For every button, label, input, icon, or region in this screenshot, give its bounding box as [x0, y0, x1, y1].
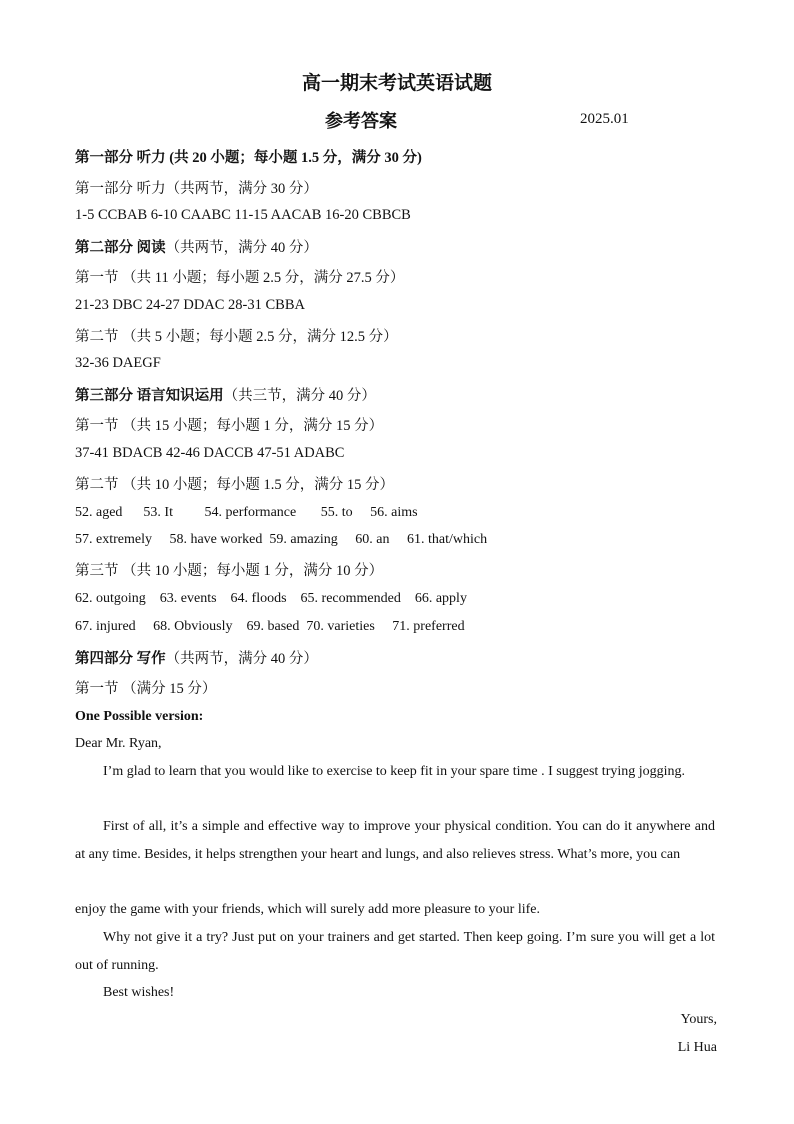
line-text: 第一部分 听力（共两节，满分 30 分）	[75, 181, 318, 197]
letter-paragraph-1: I’m glad to learn that you would like to exercise to keep fit in your spare time . I suggest trying jogging.	[103, 764, 686, 779]
document-date: 2025.01	[580, 111, 629, 127]
line-text: 52. aged 53. It 54. performance 55. to 56. aims	[75, 505, 418, 520]
line-text: 1-5 CCBAB 6-10 CAABC 11-15 AACAB 16-20 CBBCB	[75, 207, 411, 223]
line-text: 32-36 DAEGF	[75, 355, 161, 371]
answer-line	[75, 647, 318, 668]
line-text: （共三节，满分 40 分）	[223, 388, 376, 404]
answer-line	[75, 297, 305, 314]
answer-line	[75, 532, 487, 548]
line-text: （共两节，满分 40 分）	[165, 240, 318, 256]
line-bold: 第二部分 阅读	[75, 240, 166, 256]
line-text: 第一节 （共 11 小题；每小题 2.5 分，满分 27.5 分）	[75, 270, 405, 286]
answer-line	[75, 384, 376, 405]
answer-line	[75, 473, 394, 494]
line-text: 37-41 BDACB 42-46 DACCB 47-51 ADABC	[75, 445, 345, 461]
letter-closing: Yours,	[680, 1012, 717, 1027]
line-text: 67. injured 68. Obviously 69. based 70. varieties 71. preferred	[75, 619, 465, 634]
line-text: 第二节 （共 10 小题；每小题 1.5 分，满分 15 分）	[75, 477, 394, 493]
line-text: 第一节 （满分 15 分）	[75, 681, 217, 697]
line-bold: 第一部分 听力 (共 20 小题；每小题 1.5 分，满分 30 分)	[75, 150, 422, 166]
line-text: 第二节 （共 5 小题；每小题 2.5 分，满分 12.5 分）	[75, 329, 398, 345]
letter-paragraph-2: First of all, it’s a simple and effective way to improve your physical condition. You can do it anywhere and at any time. Besides, it helps strengthen your heart and lungs, and also relieves stress. What’s more, you can	[75, 819, 715, 862]
letter-signature: Li Hua	[677, 1040, 717, 1055]
answer-line	[75, 709, 203, 725]
line-text: 57. extremely 58. have worked 59. amazing 60. an 61. that/which	[75, 532, 488, 547]
answer-line	[75, 207, 411, 224]
answer-line	[75, 266, 404, 287]
letter-paragraph-4: Why not give it a try? Just put on your trainers and get started. Then keep going. I’m sure you will get a lot out of running.	[75, 930, 715, 973]
answer-line	[75, 736, 162, 752]
line-text: 第三节 （共 10 小题；每小题 1 分，满分 10 分）	[75, 563, 384, 579]
line-text: Dear Mr. Ryan,	[75, 736, 162, 751]
line-text: 21-23 DBC 24-27 DDAC 28-31 CBBA	[75, 297, 305, 313]
answer-line	[75, 146, 422, 167]
answer-line	[75, 414, 383, 435]
line-text: 62. outgoing 63. events 64. floods 65. recommended 66. apply	[75, 591, 467, 606]
answer-line	[75, 559, 383, 580]
letter-paragraph-3: enjoy the game with your friends, which will surely add more pleasure to your life.	[75, 902, 540, 917]
answer-line	[75, 591, 467, 607]
document-subtitle: 参考答案	[325, 111, 397, 131]
answer-line	[75, 619, 465, 635]
line-text: （共两节，满分 40 分）	[165, 651, 318, 667]
line-bold: One Possible version:	[75, 709, 204, 724]
answer-line	[75, 677, 216, 698]
line-text: 第一节 （共 15 小题；每小题 1 分，满分 15 分）	[75, 418, 384, 434]
letter-paragraph-5: Best wishes!	[103, 985, 175, 1000]
answer-line	[75, 505, 418, 521]
line-bold: 第四部分 写作	[75, 651, 166, 667]
answer-line	[75, 355, 161, 372]
document-title: 高一期末考试英语试题	[301, 73, 492, 94]
answer-line	[75, 177, 318, 198]
line-bold: 第三部分 语言知识运用	[75, 388, 224, 404]
answer-line	[75, 236, 318, 257]
answer-line	[75, 445, 344, 462]
answer-line	[75, 325, 398, 346]
